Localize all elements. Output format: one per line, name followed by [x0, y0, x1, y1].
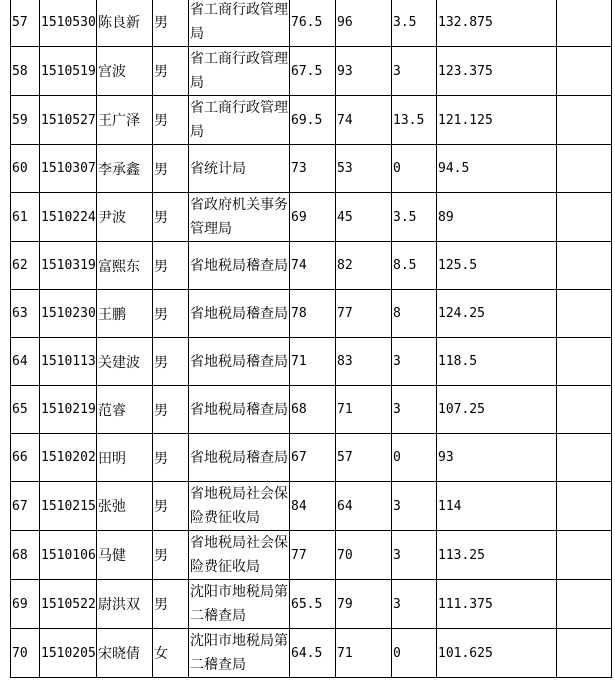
- cell-total-score: 113.25: [437, 531, 557, 580]
- cell-gender: 男: [153, 193, 189, 242]
- cell-seq: 59: [11, 96, 40, 145]
- cell-name: 王鹏: [97, 290, 153, 338]
- cell-note: [557, 386, 612, 434]
- cell-bonus-score: 8: [392, 290, 437, 338]
- cell-seq: 60: [11, 145, 40, 193]
- cell-seq: 62: [11, 242, 40, 290]
- cell-name: 宋晓倩: [97, 629, 153, 678]
- cell-written-score: 73: [290, 145, 336, 193]
- cell-note: [557, 145, 612, 193]
- cell-interview-score: 74: [336, 96, 392, 145]
- cell-total-score: 114: [437, 482, 557, 531]
- cell-unit: 省统计局: [189, 145, 290, 193]
- cell-gender: 男: [153, 580, 189, 629]
- cell-seq: 57: [11, 0, 40, 47]
- cell-name: 尹波: [97, 193, 153, 242]
- table-row: [11, 580, 612, 629]
- cell-note: [557, 242, 612, 290]
- cell-interview-score: 82: [336, 242, 392, 290]
- cell-interview-score: 70: [336, 531, 392, 580]
- cell-gender: 男: [153, 242, 189, 290]
- cell-written-score: 69: [290, 193, 336, 242]
- cell-bonus-score: 3: [392, 580, 437, 629]
- cell-gender: 男: [153, 47, 189, 96]
- cell-note: [557, 96, 612, 145]
- cell-gender: 男: [153, 482, 189, 531]
- cell-name: 李承鑫: [97, 145, 153, 193]
- cell-note: [557, 47, 612, 96]
- table-row: [11, 145, 612, 193]
- cell-note: [557, 531, 612, 580]
- cell-total-score: 121.125: [437, 96, 557, 145]
- table-row: [11, 629, 612, 678]
- cell-unit: 省政府机关事务管理局: [189, 193, 290, 242]
- table-row: [11, 482, 612, 531]
- cell-interview-score: 71: [336, 629, 392, 678]
- cell-interview-score: 83: [336, 338, 392, 386]
- cell-gender: 男: [153, 96, 189, 145]
- cell-bonus-score: 3: [392, 338, 437, 386]
- table-body: [11, 0, 612, 678]
- cell-name: 宫波: [97, 47, 153, 96]
- table-row: [11, 47, 612, 96]
- cell-exam-id: 1510307: [40, 145, 97, 193]
- results-table: [10, 0, 612, 678]
- cell-note: [557, 629, 612, 678]
- cell-total-score: 89: [437, 193, 557, 242]
- cell-interview-score: 45: [336, 193, 392, 242]
- table-row: [11, 242, 612, 290]
- cell-gender: 男: [153, 386, 189, 434]
- cell-name: 田明: [97, 434, 153, 482]
- cell-written-score: 65.5: [290, 580, 336, 629]
- cell-unit: 沈阳市地税局第二稽查局: [189, 629, 290, 678]
- cell-interview-score: 71: [336, 386, 392, 434]
- cell-written-score: 71: [290, 338, 336, 386]
- cell-written-score: 78: [290, 290, 336, 338]
- cell-gender: 男: [153, 290, 189, 338]
- cell-unit: 省地税局社会保险费征收局: [189, 531, 290, 580]
- cell-gender: 男: [153, 338, 189, 386]
- cell-interview-score: 53: [336, 145, 392, 193]
- cell-exam-id: 1510219: [40, 386, 97, 434]
- cell-name: 尉洪双: [97, 580, 153, 629]
- cell-note: [557, 580, 612, 629]
- cell-written-score: 68: [290, 386, 336, 434]
- table-row: [11, 0, 612, 47]
- cell-bonus-score: 0: [392, 145, 437, 193]
- cell-gender: 男: [153, 434, 189, 482]
- cell-exam-id: 1510202: [40, 434, 97, 482]
- cell-exam-id: 1510519: [40, 47, 97, 96]
- cell-interview-score: 96: [336, 0, 392, 47]
- cell-seq: 58: [11, 47, 40, 96]
- cell-bonus-score: 3: [392, 482, 437, 531]
- cell-seq: 64: [11, 338, 40, 386]
- cell-interview-score: 93: [336, 47, 392, 96]
- cell-total-score: 132.875: [437, 0, 557, 47]
- cell-written-score: 74: [290, 242, 336, 290]
- cell-total-score: 125.5: [437, 242, 557, 290]
- cell-seq: 65: [11, 386, 40, 434]
- table-row: [11, 96, 612, 145]
- cell-interview-score: 57: [336, 434, 392, 482]
- cell-note: [557, 290, 612, 338]
- cell-unit: 省工商行政管理局: [189, 0, 290, 47]
- cell-exam-id: 1510113: [40, 338, 97, 386]
- cell-bonus-score: 3.5: [392, 0, 437, 47]
- cell-bonus-score: 3: [392, 47, 437, 96]
- cell-unit: 省地税局稽查局: [189, 386, 290, 434]
- cell-exam-id: 1510527: [40, 96, 97, 145]
- cell-unit: 省工商行政管理局: [189, 96, 290, 145]
- cell-name: 范睿: [97, 386, 153, 434]
- cell-name: 陈良新: [97, 0, 153, 47]
- cell-bonus-score: 8.5: [392, 242, 437, 290]
- cell-exam-id: 1510215: [40, 482, 97, 531]
- cell-bonus-score: 3.5: [392, 193, 437, 242]
- cell-note: [557, 434, 612, 482]
- table-row: [11, 290, 612, 338]
- table-row: [11, 386, 612, 434]
- cell-interview-score: 64: [336, 482, 392, 531]
- cell-total-score: 101.625: [437, 629, 557, 678]
- cell-unit: 省地税局稽查局: [189, 242, 290, 290]
- cell-note: [557, 0, 612, 47]
- cell-gender: 男: [153, 145, 189, 193]
- cell-note: [557, 193, 612, 242]
- cell-seq: 66: [11, 434, 40, 482]
- cell-unit: 沈阳市地税局第二稽查局: [189, 580, 290, 629]
- cell-seq: 68: [11, 531, 40, 580]
- cell-exam-id: 1510522: [40, 580, 97, 629]
- table-row: [11, 193, 612, 242]
- cell-seq: 67: [11, 482, 40, 531]
- cell-bonus-score: 0: [392, 434, 437, 482]
- cell-bonus-score: 0: [392, 629, 437, 678]
- cell-seq: 69: [11, 580, 40, 629]
- cell-unit: 省地税局稽查局: [189, 338, 290, 386]
- cell-written-score: 77: [290, 531, 336, 580]
- cell-exam-id: 1510106: [40, 531, 97, 580]
- cell-note: [557, 482, 612, 531]
- cell-written-score: 84: [290, 482, 336, 531]
- cell-name: 关建波: [97, 338, 153, 386]
- cell-name: 马健: [97, 531, 153, 580]
- cell-seq: 61: [11, 193, 40, 242]
- cell-exam-id: 1510224: [40, 193, 97, 242]
- cell-unit: 省地税局稽查局: [189, 290, 290, 338]
- cell-name: 张弛: [97, 482, 153, 531]
- cell-exam-id: 1510230: [40, 290, 97, 338]
- table-row: [11, 531, 612, 580]
- cell-seq: 63: [11, 290, 40, 338]
- cell-total-score: 111.375: [437, 580, 557, 629]
- cell-name: 王广泽: [97, 96, 153, 145]
- cell-written-score: 64.5: [290, 629, 336, 678]
- cell-interview-score: 79: [336, 580, 392, 629]
- table-row: [11, 434, 612, 482]
- cell-exam-id: 1510205: [40, 629, 97, 678]
- cell-written-score: 76.5: [290, 0, 336, 47]
- cell-written-score: 67: [290, 434, 336, 482]
- cell-gender: 女: [153, 629, 189, 678]
- cell-total-score: 124.25: [437, 290, 557, 338]
- cell-total-score: 107.25: [437, 386, 557, 434]
- cell-gender: 男: [153, 0, 189, 47]
- cell-unit: 省地税局稽查局: [189, 434, 290, 482]
- cell-unit: 省工商行政管理局: [189, 47, 290, 96]
- cell-written-score: 67.5: [290, 47, 336, 96]
- cell-bonus-score: 13.5: [392, 96, 437, 145]
- cell-total-score: 94.5: [437, 145, 557, 193]
- cell-interview-score: 77: [336, 290, 392, 338]
- cell-unit: 省地税局社会保险费征收局: [189, 482, 290, 531]
- table-row: [11, 338, 612, 386]
- cell-total-score: 123.375: [437, 47, 557, 96]
- cell-exam-id: 1510319: [40, 242, 97, 290]
- cell-bonus-score: 3: [392, 386, 437, 434]
- cell-total-score: 93: [437, 434, 557, 482]
- cell-total-score: 118.5: [437, 338, 557, 386]
- cell-note: [557, 338, 612, 386]
- cell-exam-id: 1510530: [40, 0, 97, 47]
- cell-written-score: 69.5: [290, 96, 336, 145]
- cell-seq: 70: [11, 629, 40, 678]
- cell-name: 富熙东: [97, 242, 153, 290]
- cell-bonus-score: 3: [392, 531, 437, 580]
- cell-gender: 男: [153, 531, 189, 580]
